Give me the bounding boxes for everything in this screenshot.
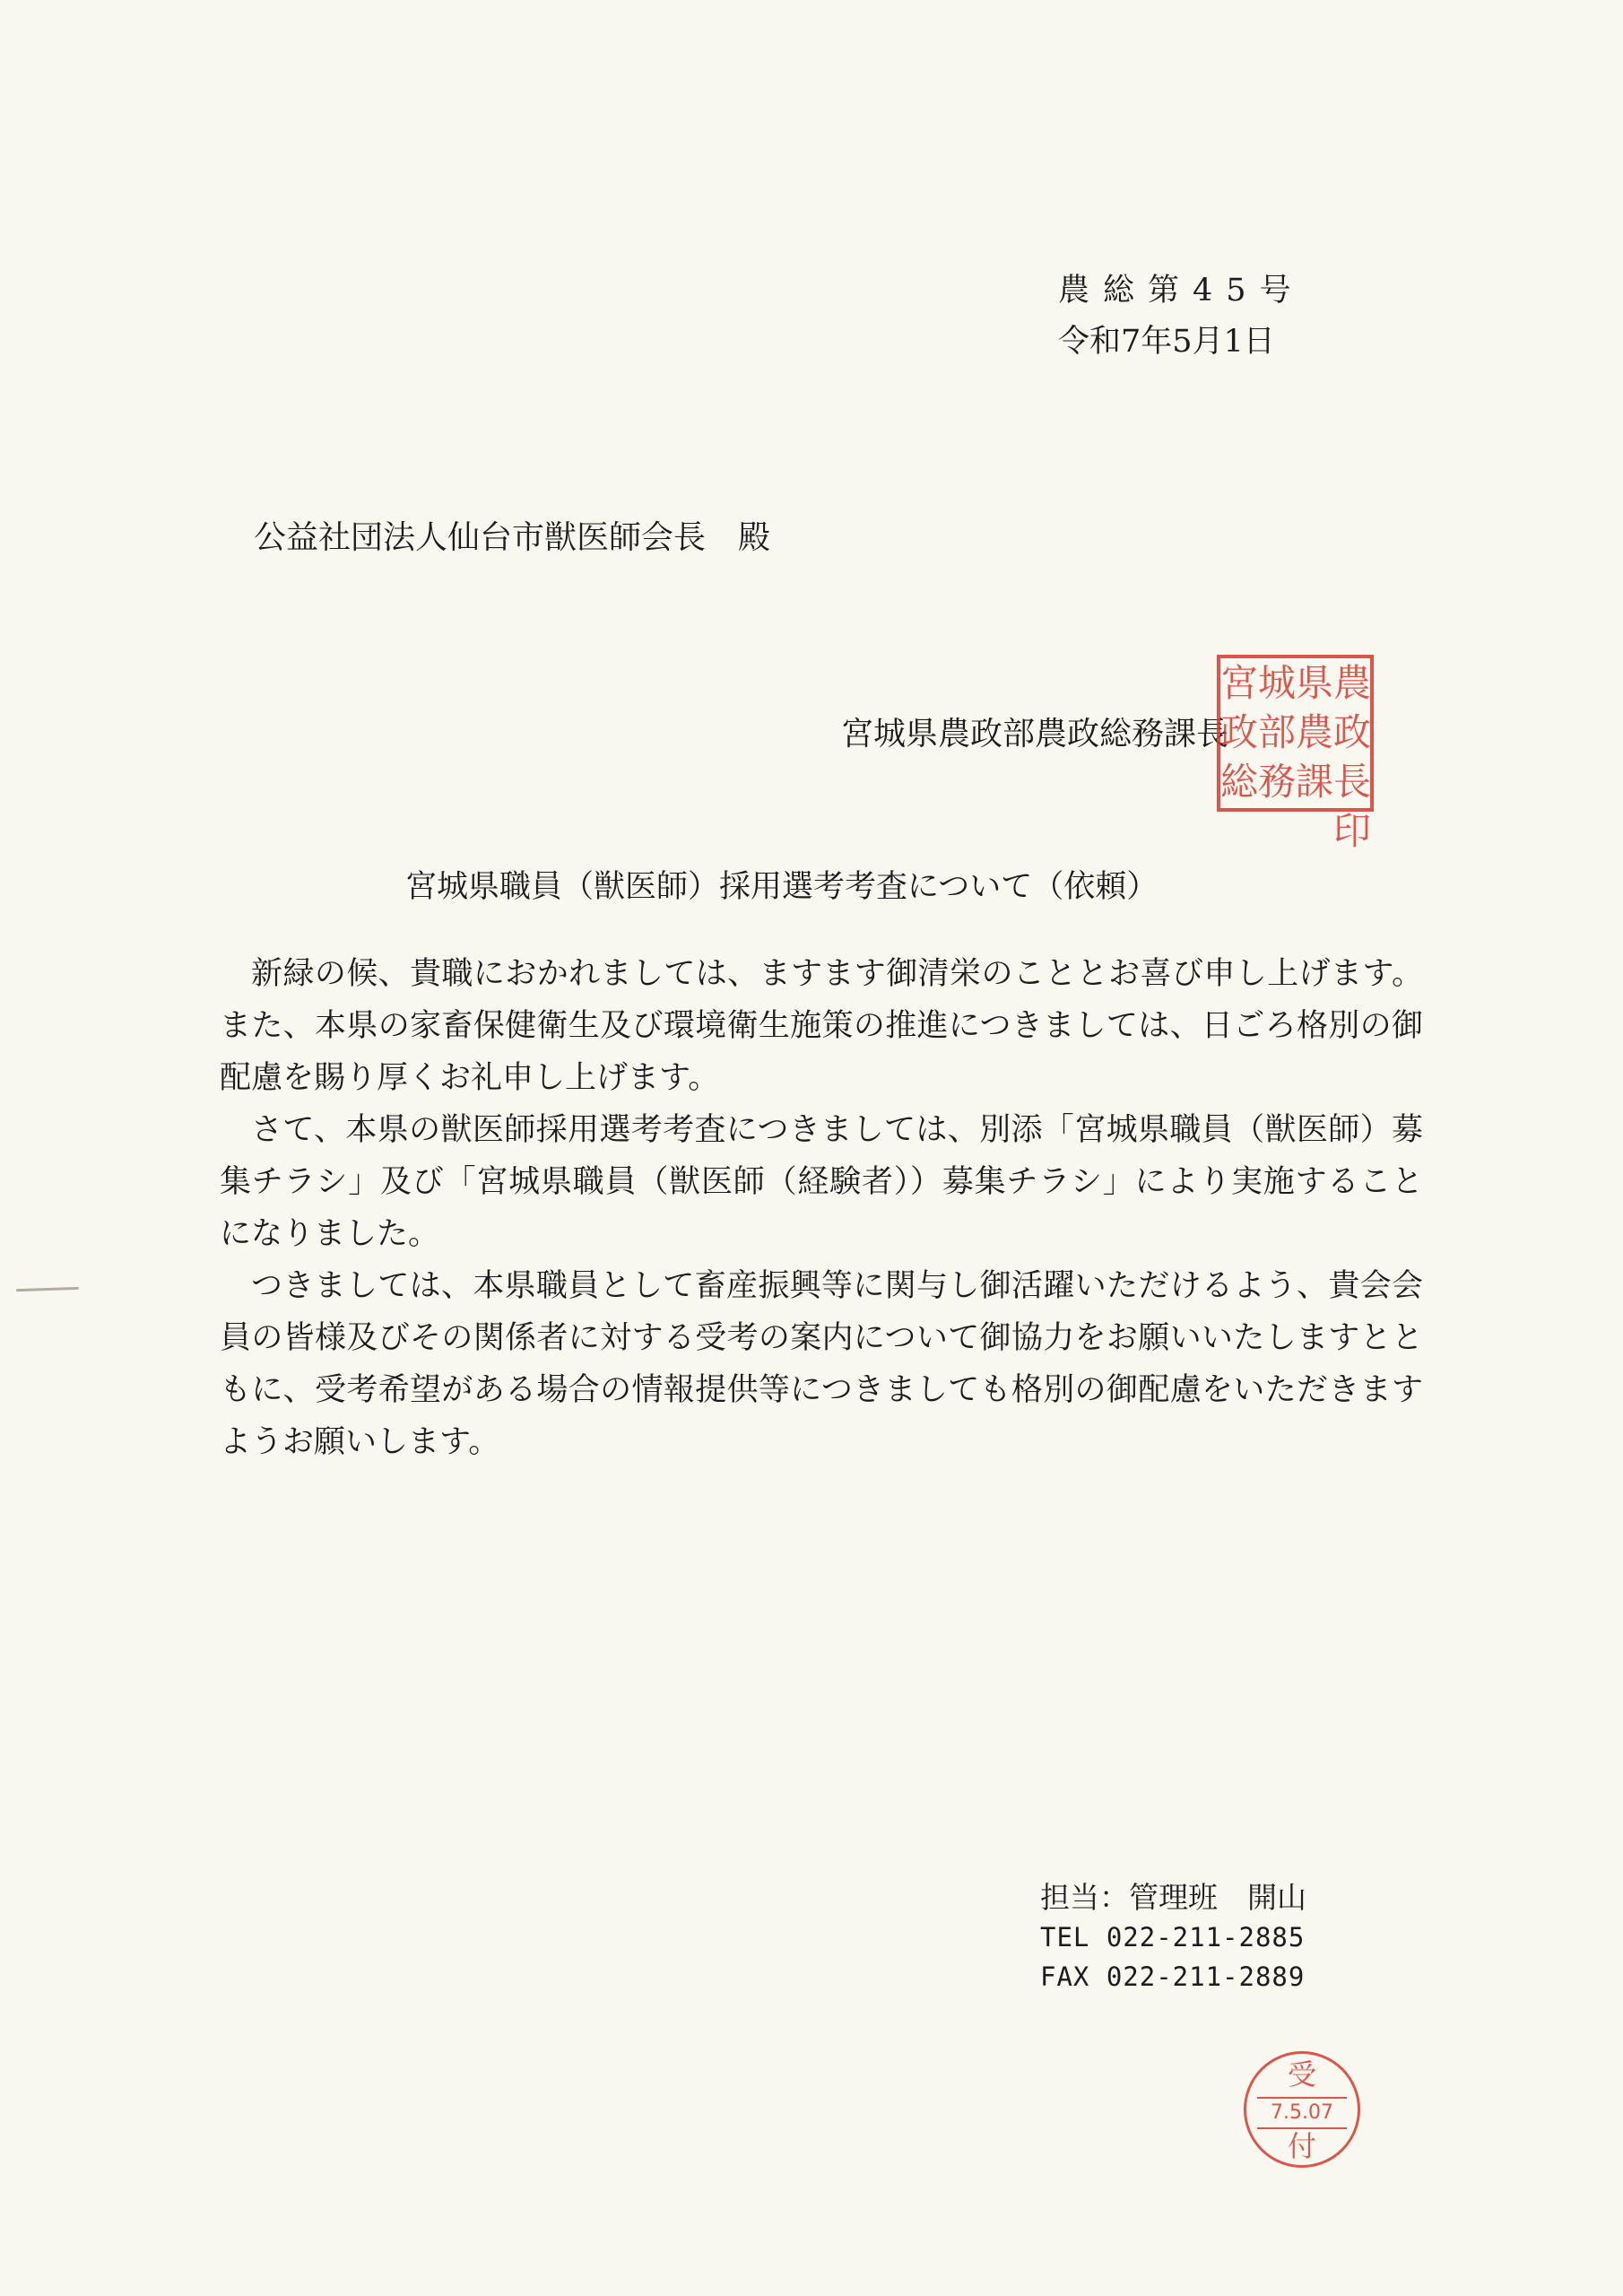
subject-line: 宮城県職員（獣医師）採用選考考査について（依頼） <box>405 869 1159 905</box>
received-stamp <box>1244 2051 1360 2168</box>
document-number: 農総第45号 <box>1058 273 1305 309</box>
document-header <box>1058 265 1327 368</box>
body-paragraph: 新緑の候、貴職におかれましては、ますます御清栄のこととお喜び申し上げます。また、本県の家畜保健衛生及び環境衛生施策の推進につきましては、日ごろ格別の御配慮を賜り厚くお礼申し上げます。 <box>220 956 1423 1096</box>
body-paragraph: さて、本県の獣医師採用選考考査につきましては、別添「宮城県職員（獣医師）募集チラシ」及び「宮城県職員（獣医師（経験者））募集チラシ」により実施することになりました。 <box>220 1112 1423 1252</box>
letter-body <box>220 948 1423 1468</box>
sender: 宮城県農政部農政総務課長 <box>841 716 1229 752</box>
contact-block <box>1040 1878 1306 1996</box>
received-stamp-top: 受 <box>1287 2057 1316 2092</box>
body-paragraph: つきましては、本県職員として畜産振興等に関与し御活躍いただけるよう、貴会会員の皆様及びその関係者に対する受考の案内について御協力をお願いいたしますとともに、受考希望がある場合の情報提供等につきましても格別の御配慮をいただきますようお願いします。 <box>220 1268 1423 1460</box>
contact-person: 担当：管理班 開山 <box>1040 1880 1306 1915</box>
document-date: 令和7年5月1日 <box>1058 324 1275 360</box>
contact-tel: TEL 022-211-2885 <box>1040 1922 1306 1952</box>
official-seal: 宮 城 県 農 政 部 農 政 総 務 課 長印 <box>1217 655 1374 812</box>
addressee: 公益社団法人仙台市獣医師会長 殿 <box>254 519 771 556</box>
received-stamp-date: 7.5.07 <box>1257 2097 1347 2129</box>
received-stamp-bottom: 付 <box>1287 2129 1316 2163</box>
scan-artifact <box>16 1287 79 1292</box>
contact-fax: FAX 022-211-2889 <box>1040 1961 1306 1992</box>
